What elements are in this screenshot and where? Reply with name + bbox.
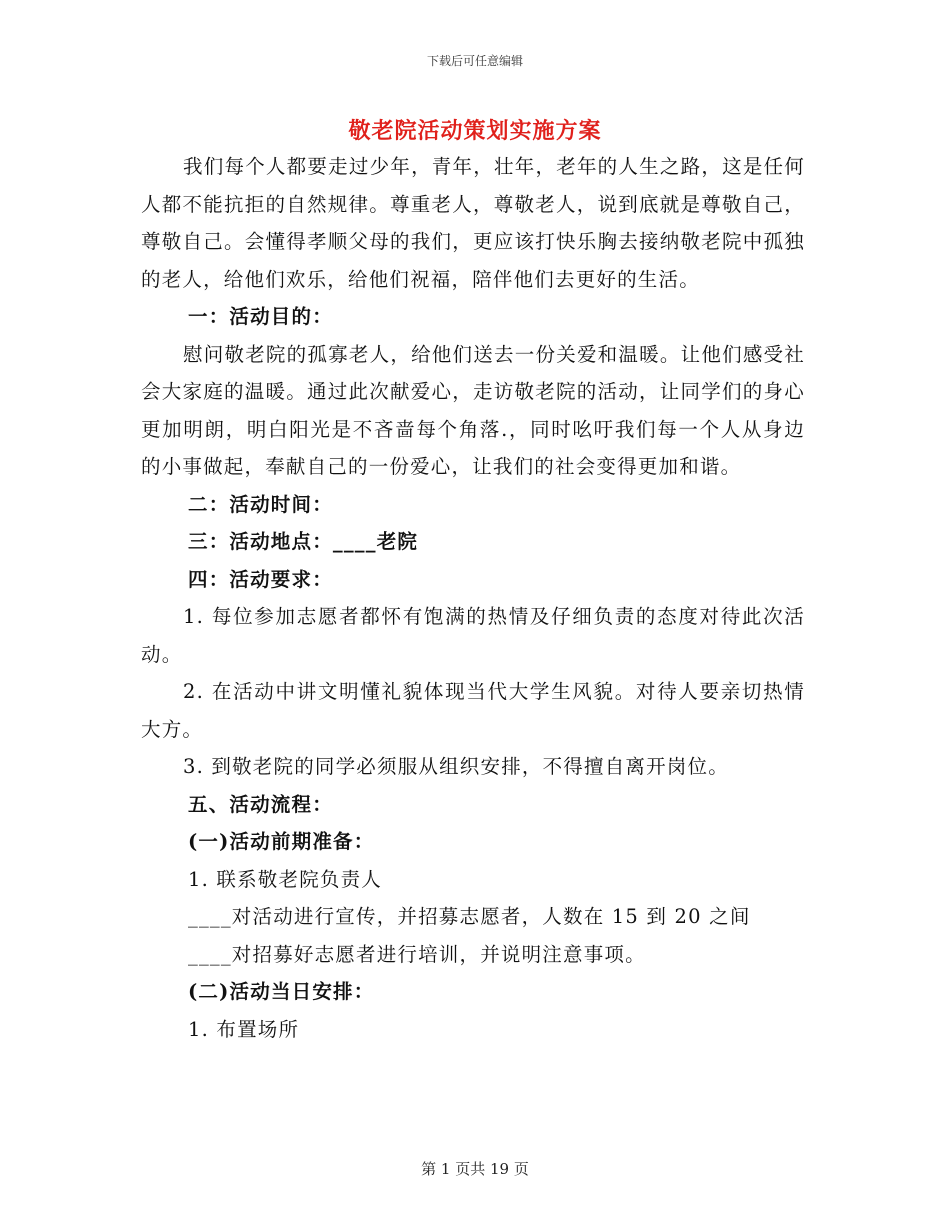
section-heading-purpose: 一：活动目的： <box>188 305 333 328</box>
document-body <box>141 148 805 1048</box>
section-heading-process: 五、活动流程： <box>188 792 333 816</box>
intro-paragraph: 我们每个人都要走过少年，青年，壮年，老年的人生之路，这是任何人都不能抗拒的自然规律。尊重老人，尊敬老人，说到底就是尊敬自己，尊敬自己。会懂得孝顺父母的我们，更应该打快乐胸去接纳敬老院中孤独的老人，给他们欢乐，给他们祝福，陪伴他们去更好的生活。 <box>141 155 805 291</box>
section-heading-location: 三：活动地点：____老院 <box>188 530 419 553</box>
purpose-paragraph: 慰问敬老院的孤寡老人，给他们送去一份关爱和温暖。让他们感受社会大家庭的温暖。通过此次献爱心，走访敬老院的活动，让同学们的身心更加明朗，明白阳光是不吝啬每个角落.，同时吆吁我们每一个人从身边的小事做起，奉献自己的一份爱心，让我们的社会变得更加和谐。 <box>141 342 805 478</box>
preparation-item: ____对招募好志愿者进行培训，并说明注意事项。 <box>188 942 646 966</box>
requirement-item: 2. 在活动中讲文明懂礼貌体现当代大学生风貌。对待人要亲切热情大方。 <box>141 680 805 741</box>
schedule-item: 1. 布置场所 <box>188 1017 300 1041</box>
requirement-item: 3. 到敬老院的同学必须服从组织安排，不得擅自离开岗位。 <box>183 755 729 778</box>
subsection-heading-day-schedule: (二)活动当日安排： <box>188 980 375 1003</box>
page-header: 下载后可任意编辑 <box>426 54 523 68</box>
preparation-item: 1. 联系敬老院负责人 <box>188 867 383 891</box>
requirement-item: 1. 每位参加志愿者都怀有饱满的热情及仔细负责的态度对待此次活动。 <box>141 605 805 666</box>
page-footer: 第 1 页共 19 页 <box>421 1160 529 1178</box>
section-heading-requirements: 四：活动要求： <box>188 567 333 591</box>
preparation-item: ____对活动进行宣传，并招募志愿者，人数在 15 到 20 之间 <box>188 905 751 928</box>
document-title: 敬老院活动策划实施方案 <box>348 118 602 144</box>
subsection-heading-preparation: (一)活动前期准备： <box>188 830 375 853</box>
section-heading-time: 二：活动时间： <box>188 492 333 516</box>
